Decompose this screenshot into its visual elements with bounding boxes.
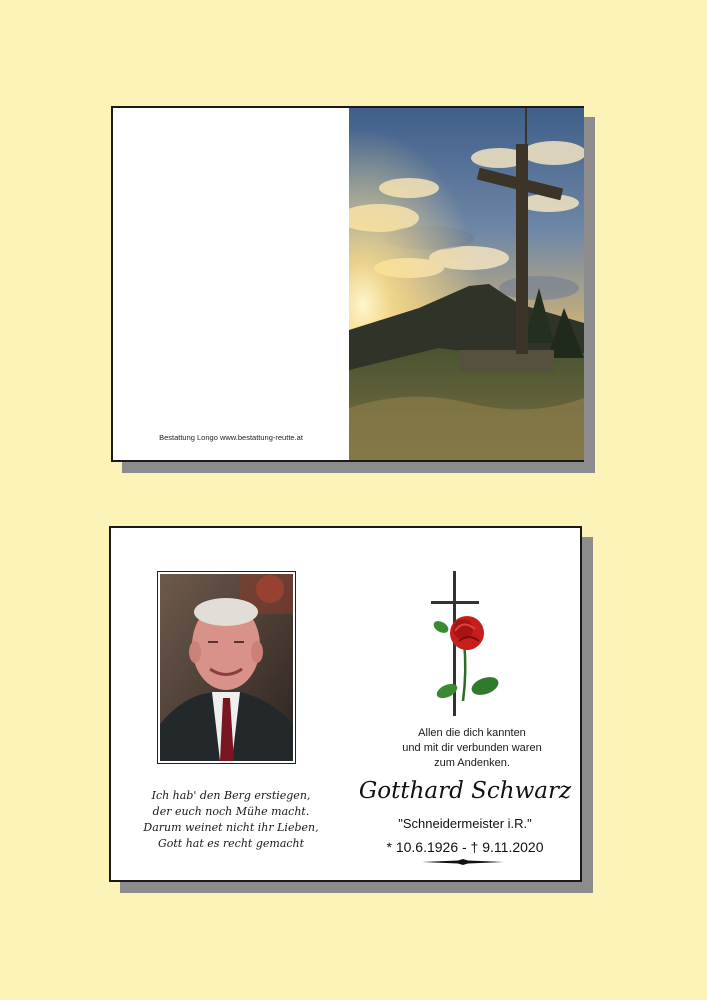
card-inner [109,526,582,882]
card-back-page [113,108,349,460]
divider-ornament [422,859,504,865]
remembrance-line: Allen die dich kannten [418,727,526,739]
publisher-line: Bestattung Longo www.bestattung-reutte.at [159,433,303,442]
portrait-photo [157,571,296,764]
card-front [111,106,584,462]
occupation: "Schneidermeister i.R." [398,816,532,831]
remembrance-line: zum Andenken. [434,757,510,769]
deceased-name: Gotthard Schwarz [358,778,572,804]
remembrance-text [357,726,587,771]
poem [111,788,351,852]
poem-line: Gott hat es recht gemacht [157,837,305,850]
poem-line: der euch noch Mühe macht. [152,805,310,818]
cross-rose-icon [429,571,509,719]
poem-line: Darum weinet nicht ihr Lieben, [143,821,319,834]
remembrance-line: und mit dir verbunden waren [402,742,542,754]
summit-cross-photo [349,108,584,460]
life-dates: * 10.6.1926 - † 9.11.2020 [386,839,544,855]
poem-line: Ich hab' den Berg erstiegen, [151,789,311,802]
